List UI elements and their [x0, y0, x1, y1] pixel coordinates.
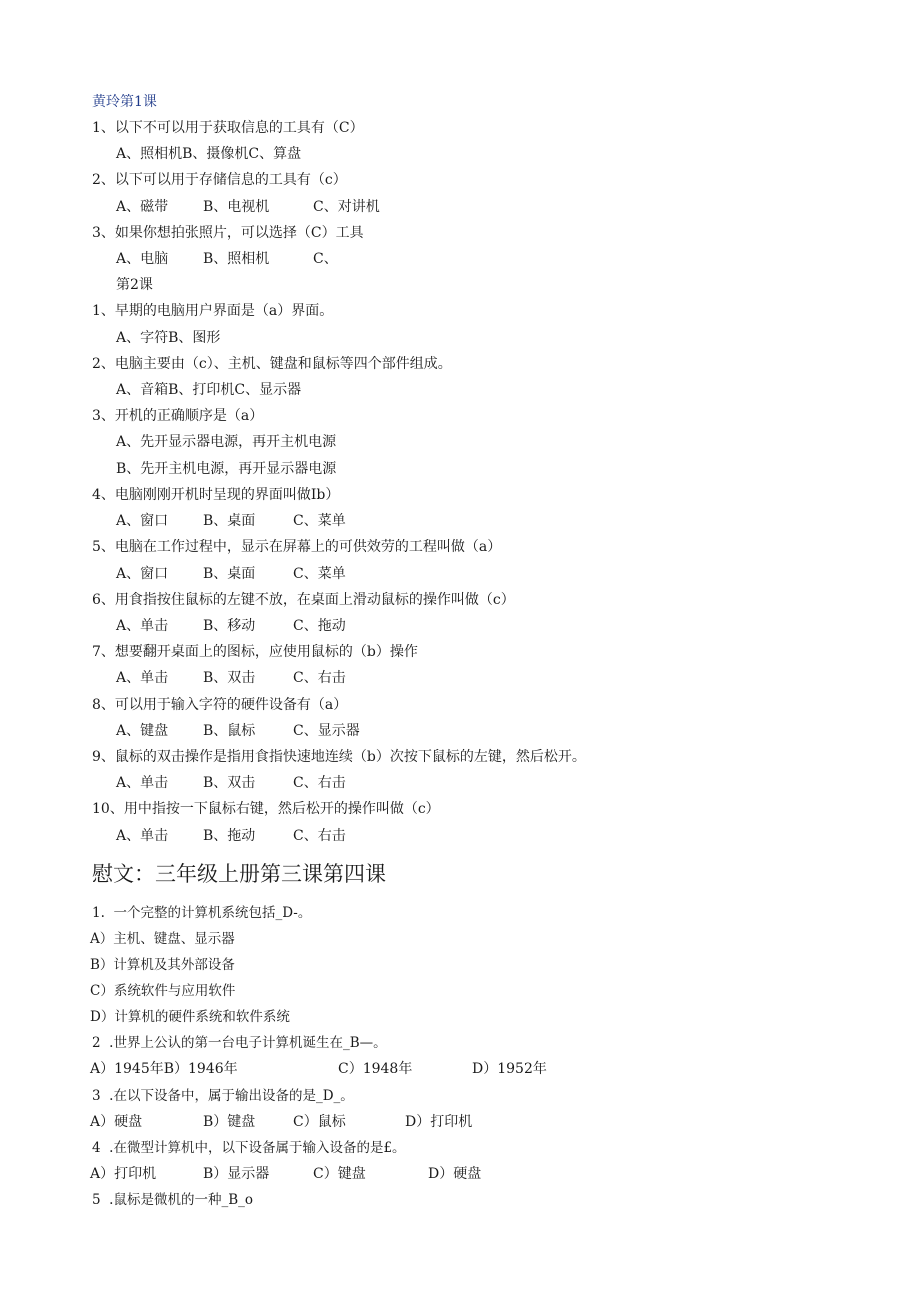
- p2-question-2-option-d: D）1952年: [472, 1061, 547, 1077]
- l2-question-10-option-c: C、右击: [293, 828, 346, 844]
- l2-question-6-option-a: A、单击: [116, 618, 169, 634]
- question-3-option-a: A、电脑: [116, 251, 169, 267]
- l2-question-10-option-b: B、拖动: [203, 828, 256, 844]
- l2-question-9: 9、鼠标的双击操作是指用食指快速地连续（b）次按下鼠标的左键，然后松开。: [92, 749, 586, 765]
- p2-question-1-option-d: D）计算机的硬件系统和软件系统: [90, 1009, 290, 1025]
- l2-question-6-option-b: B、移动: [203, 618, 256, 634]
- l2-question-1: 1、早期的电脑用户界面是（a）界面。: [92, 303, 334, 319]
- l2-question-3-option-b: B、先开主机电源，再开显示器电源: [116, 461, 337, 477]
- l2-question-8-option-c: C、显示器: [293, 723, 360, 739]
- section-heading: 慰文：三年级上册第三课第四课: [92, 862, 386, 886]
- l2-question-4-option-b: B、桌面: [203, 513, 256, 529]
- p2-question-5: 5 .鼠标是微机的一种_B_o: [92, 1192, 254, 1208]
- l2-question-10-option-a: A、单击: [116, 828, 169, 844]
- l2-question-9-option-a: A、单击: [116, 775, 169, 791]
- question-2-option-c: C、对讲机: [313, 199, 380, 215]
- question-1: 1、以下不可以用于获取信息的工具有（C）: [92, 120, 364, 136]
- question-2: 2、以下可以用于存储信息的工具有（c）: [92, 172, 347, 188]
- p2-question-4: 4 .在微型计算机中，以下设备属于输入设备的是£。: [92, 1140, 406, 1156]
- l2-question-7: 7、想要翻开桌面上的图标，应使用鼠标的（b）操作: [92, 644, 418, 660]
- l2-question-7-option-c: C、右击: [293, 670, 346, 686]
- l2-question-7-option-b: B、双击: [203, 670, 256, 686]
- l2-question-9-option-c: C、右击: [293, 775, 346, 791]
- p2-question-1-option-a: A）主机、键盘、显示器: [90, 931, 235, 947]
- l2-question-5-option-b: B、桌面: [203, 566, 256, 582]
- question-2-option-a: A、磁带: [116, 199, 169, 215]
- p2-question-1: 1. 一个完整的计算机系统包括_D-。: [92, 905, 312, 921]
- p2-question-2-options-ab: A）1945年B）1946年: [90, 1061, 238, 1077]
- l2-question-8: 8、可以用于输入字符的硬件设备有（a）: [92, 697, 348, 713]
- question-3-option-b: B、照相机: [203, 251, 270, 267]
- l2-question-4: 4、电脑刚刚开机时呈现的界面叫做Ib）: [92, 487, 340, 503]
- lesson-1-title: 黄玲第1课: [92, 94, 157, 110]
- l2-question-2-options: A、音箱B、打印机C、显示器: [116, 382, 302, 398]
- l2-question-2: 2、电脑主要由（c）、主机、键盘和鼠标等四个部件组成。: [92, 356, 452, 372]
- l2-question-9-option-b: B、双击: [203, 775, 256, 791]
- p2-question-3-option-c: C）鼠标: [293, 1114, 346, 1130]
- l2-question-1-options: A、字符B、图形: [116, 330, 221, 346]
- l2-question-8-option-a: A、键盘: [116, 723, 169, 739]
- l2-question-3-option-a: A、先开显示器电源，再开主机电源: [116, 434, 337, 450]
- p2-question-3: 3 .在以下设备中，属于输出设备的是_D_。: [92, 1088, 354, 1104]
- p2-question-4-option-b: B）显示器: [203, 1166, 270, 1182]
- p2-question-2: 2 .世界上公认的第一台电子计算机诞生在_B—。: [92, 1035, 387, 1051]
- l2-question-4-option-a: A、窗口: [116, 513, 169, 529]
- question-3-option-c: C、: [313, 251, 338, 267]
- p2-question-4-option-c: C）键盘: [313, 1166, 366, 1182]
- l2-question-5: 5、电脑在工作过程中，显示在屏幕上的可供效劳的工程叫做（a）: [92, 539, 502, 555]
- l2-question-5-option-a: A、窗口: [116, 566, 169, 582]
- l2-question-5-option-c: C、菜单: [293, 566, 346, 582]
- l2-question-8-option-b: B、鼠标: [203, 723, 256, 739]
- l2-question-7-option-a: A、单击: [116, 670, 169, 686]
- p2-question-3-option-a: A）硬盘: [90, 1114, 143, 1130]
- p2-question-1-option-b: B）计算机及其外部设备: [90, 957, 235, 973]
- lesson-2-title: 第2课: [116, 277, 153, 293]
- l2-question-10: 10、用中指按一下鼠标右键，然后松开的操作叫做（c）: [92, 801, 440, 817]
- p2-question-2-option-c: C）1948年: [338, 1061, 413, 1077]
- p2-question-4-option-a: A）打印机: [90, 1166, 157, 1182]
- p2-question-1-option-c: C）系统软件与应用软件: [90, 983, 236, 999]
- p2-question-3-option-d: D）打印机: [405, 1114, 473, 1130]
- p2-question-4-option-d: D）硬盘: [428, 1166, 482, 1182]
- l2-question-4-option-c: C、菜单: [293, 513, 346, 529]
- l2-question-6: 6、用食指按住鼠标的左键不放，在桌面上滑动鼠标的操作叫做（c）: [92, 592, 515, 608]
- question-3: 3、如果你想拍张照片，可以选择（C）工具: [92, 225, 364, 241]
- l2-question-3: 3、开机的正确顺序是（a）: [92, 408, 264, 424]
- l2-question-6-option-c: C、拖动: [293, 618, 346, 634]
- question-1-options: A、照相机B、摄像机C、算盘: [116, 146, 302, 162]
- question-2-option-b: B、电视机: [203, 199, 270, 215]
- p2-question-3-option-b: B）键盘: [203, 1114, 256, 1130]
